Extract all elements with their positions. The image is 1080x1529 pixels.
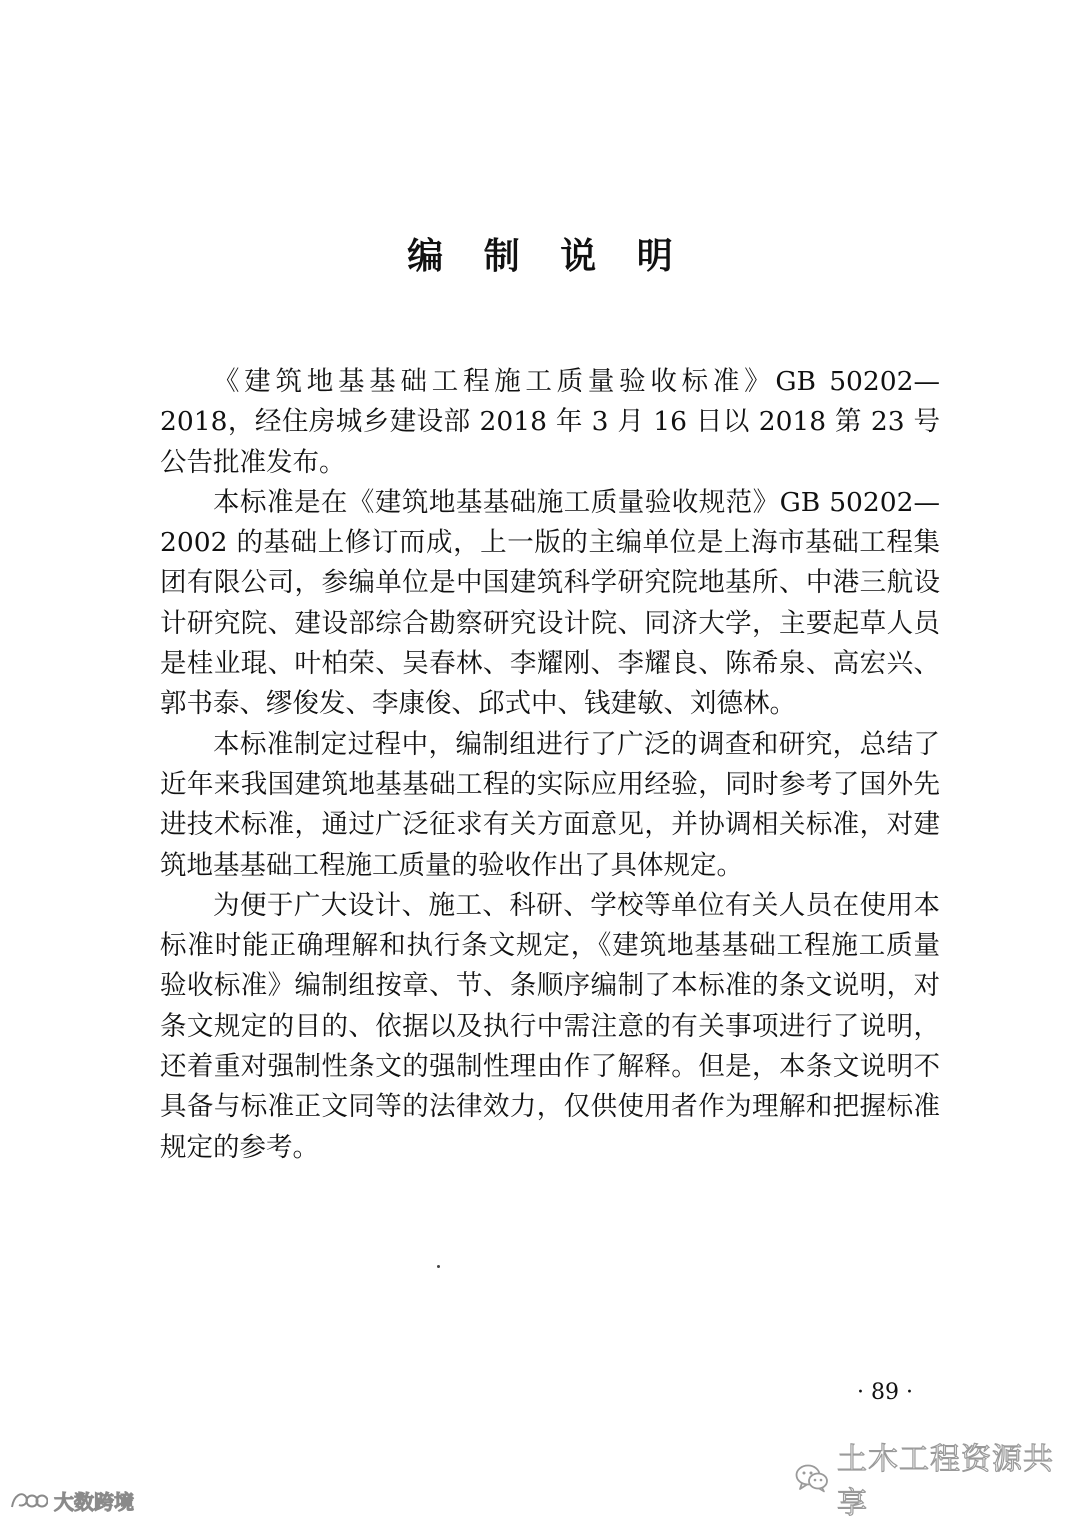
watermark-brand [8, 1482, 134, 1518]
scan-speck [437, 1265, 440, 1268]
paragraph-3: 本标准制定过程中，编制组进行了广泛的调查和研究，总结了近年来我国建筑地基基础工程的实际应用经验，同时参考了国外先进技术标准，通过广泛征求有关方面意见，并协调相关标准，对建筑地基基础工程施工质量的验收作出了具体规定。 [160, 728, 940, 881]
paragraph-2: 本标准是在《建筑地基基础施工质量验收规范》GB 50202—2002 的基础上修订而成，上一版的主编单位是上海市基础工程集团有限公司，参编单位是中国建筑科学研究院地基所、中港三航设计研究院、建设部综合勘察研究设计院、同济大学，主要起草人员是桂业琨、叶柏荣、吴春林、李耀刚、李耀良、陈希泉、高宏兴、郭书泰、缪俊发、李康俊、邱式中、钱建敏、刘德林。 [160, 486, 940, 720]
watermark-wechat [795, 1442, 1080, 1521]
body-text [160, 362, 940, 1168]
page-title: 编 制 说 明 [407, 236, 687, 277]
watermark-wechat-text: 土木工程资源共享 [837, 1442, 1054, 1521]
paragraph-1: 《建筑地基基础工程施工质量验收标准》GB 50202—2018，经住房城乡建设部 2018 年 3 月 16 日以 2018 第 23 号公告批准发布。 [160, 366, 940, 478]
watermark-brand-text: 大数跨境 [54, 1489, 134, 1514]
logo-icon [8, 1487, 48, 1513]
page-number: · 89 · [857, 1380, 913, 1405]
paragraph-4: 为便于广大设计、施工、科研、学校等单位有关人员在使用本标准时能正确理解和执行条文规定，《建筑地基基础工程施工质量验收标准》编制组按章、节、条顺序编制了本标准的条文说明，对条文规定的目的、依据以及执行中需注意的有关事项进行了说明，还着重对强制性条文的强制性理由作了解释。但是，本条文说明不具备与标准正文同等的法律效力，仅供使用者作为理解和把握标准规定的参考。 [160, 889, 940, 1163]
wechat-icon [795, 1463, 829, 1493]
